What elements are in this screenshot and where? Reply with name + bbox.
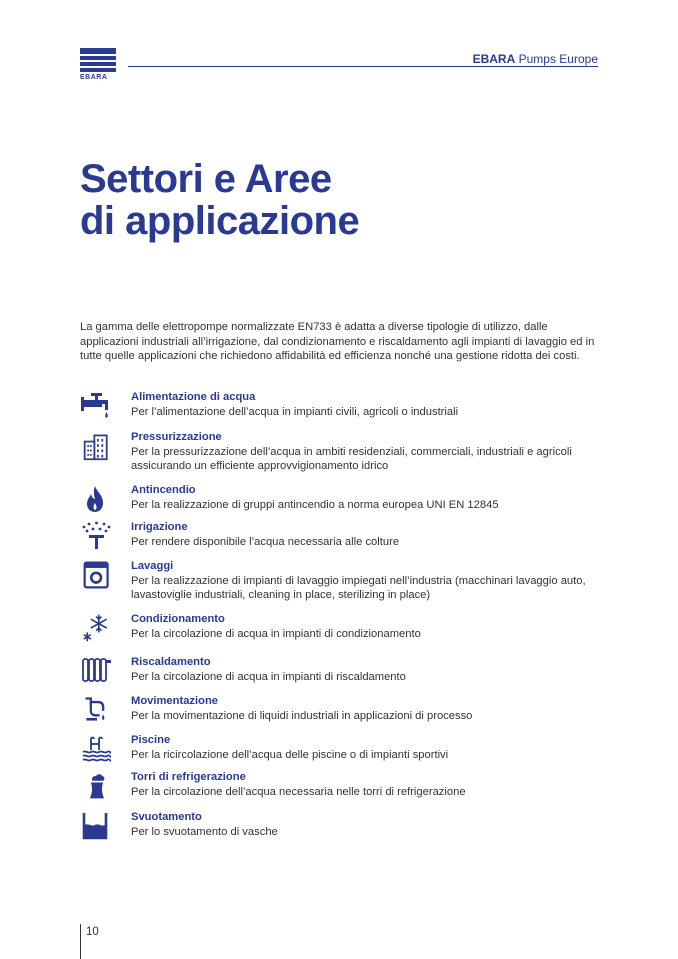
title-line-2: di applicazione	[80, 199, 360, 243]
water-tap-icon	[80, 391, 114, 421]
brand-label	[473, 52, 598, 66]
item-title: Svuotamento	[131, 811, 202, 823]
building-icon	[80, 431, 114, 461]
intro-paragraph: La gamma delle elettropompe normalizzate EN733 è adatta a diverse tipologie di utilizzo, dalle applicazioni industriali all’irrigazione, dal condizionamento e riscaldamento agli impianti di lavaggio ed in tutte quelle applicazioni che richiedono affidabilità ed efficienza nonché una gestione ridotta dei costi.	[80, 321, 595, 362]
logo-text: EBARA	[80, 74, 108, 81]
item-desc: Per la movimentazione di liquidi industriali in applicazioni di processo	[131, 710, 473, 722]
page-title	[80, 158, 359, 242]
item-title: Torri di refrigerazione	[131, 771, 246, 783]
item-title: Antincendio	[131, 484, 196, 496]
item-title: Pressurizzazione	[131, 431, 222, 443]
item-title: Lavaggi	[131, 560, 174, 572]
page-number: 10	[86, 926, 99, 938]
item-desc: Per la circolazione di acqua in impianti di condizionamento	[131, 628, 421, 640]
item-desc: Per lo svuotamento di vasche	[131, 826, 278, 838]
item-desc: Per la ricircolazione dell’acqua delle piscine o di impianti sportivi	[131, 749, 449, 761]
logo-mark	[80, 48, 116, 72]
item-desc: Per l’alimentazione dell’acqua in impianti civili, agricoli o industriali	[131, 406, 459, 418]
header-divider	[128, 66, 598, 67]
pool-icon	[80, 734, 114, 764]
item-title: Alimentazione di acqua	[131, 391, 256, 403]
item-title: Riscaldamento	[131, 656, 211, 668]
title-line-1: Settori e Aree	[80, 157, 332, 201]
item-title: Irrigazione	[131, 521, 188, 533]
snowflake-icon	[80, 613, 114, 643]
washing-machine-icon	[80, 560, 114, 590]
item-desc: Per la circolazione dell’acqua necessaria nelle torri di refrigerazione	[131, 786, 466, 798]
item-title: Condizionamento	[131, 613, 225, 625]
item-desc: Per la realizzazione di gruppi antincendio a norma europea UNI EN 12845	[131, 499, 499, 511]
item-desc: Per la pressurizzazione dell’acqua in ambiti residenziali, commerciali, industriali e agricoli assicurando un efficiente approvvigionamento idrico	[131, 446, 572, 472]
radiator-icon	[80, 656, 114, 686]
item-title: Movimentazione	[131, 695, 219, 707]
item-desc: Per la circolazione di acqua in impianti di riscaldamento	[131, 671, 406, 683]
item-desc: Per rendere disponibile l’acqua necessaria alle colture	[131, 536, 400, 548]
brand-rest: Pumps Europe	[518, 52, 598, 66]
item-desc: Per la realizzazione di impianti di lavaggio impiegati nell’industria (macchinari lavaggio auto, lavastoviglie industriali, cleaning in place, sterilizing in place)	[131, 575, 586, 601]
sprinkler-icon	[80, 521, 114, 551]
item-title: Piscine	[131, 734, 171, 746]
ebara-logo	[80, 48, 116, 84]
flame-icon	[80, 484, 114, 514]
cooling-tower-icon	[80, 771, 114, 801]
brand-bold: EBARA	[472, 52, 516, 66]
page-number-divider	[80, 924, 81, 959]
pipe-icon	[80, 695, 114, 725]
tank-icon	[80, 811, 114, 841]
